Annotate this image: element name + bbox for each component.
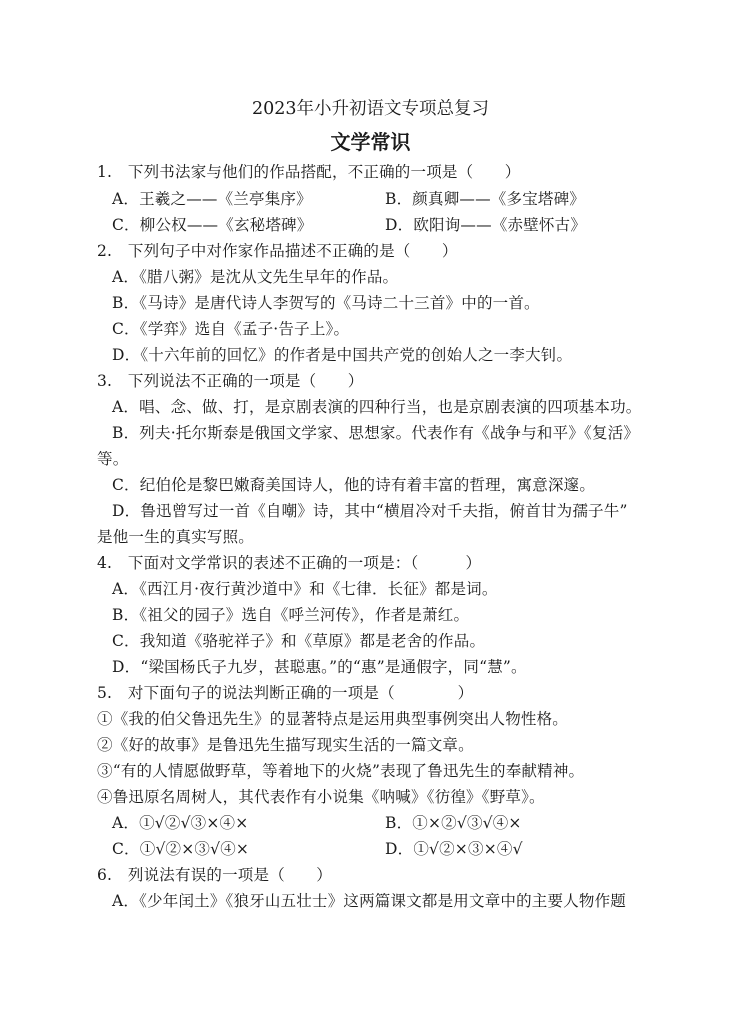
q2-option-c: C．《学弈》选自《孟子·告子上》。 [112, 320, 350, 338]
q5-option-a: A．①√②√③×④× [112, 814, 249, 832]
q3-option-b-cont: 等。 [97, 450, 129, 468]
q6-option-a: A．《少年闰土》《狼牙山五壮士》这两篇课文都是用文章中的主要人物作题 [112, 892, 626, 910]
q5-statement-2: ②《好的故事》是鲁迅先生描写现实生活的一篇文章。 [97, 736, 474, 754]
q2-option-b: B．《马诗》是唐代诗人李贺写的《马诗二十三首》中的一首。 [112, 294, 540, 312]
q3-option-a: A．唱、念、做、打，是京剧表演的四种行当，也是京剧表演的四项基本功。 [112, 398, 642, 416]
question-2: 2. 下列句子中对作家作品描述不正确的是（ ） [97, 242, 458, 260]
q3-option-d-cont: 是他一生的真实写照。 [97, 528, 255, 546]
question-6: 6. 列说法有误的一项是（ ） [97, 866, 332, 884]
q4-option-c: C．我知道《骆驼祥子》和《草原》都是老舍的作品。 [112, 632, 486, 650]
q3-option-c: C．纪伯伦是黎巴嫩裔美国诗人，他的诗有着丰富的哲理，寓意深邃。 [112, 476, 596, 494]
q2-option-a: A．《腊八粥》是沈从文先生早年的作品。 [112, 268, 399, 286]
q4-option-b: B．《祖父的园子》选自《呼兰河传》，作者是萧红。 [112, 606, 470, 624]
q3-option-d: D．鲁迅曾写过一首《自嘲》诗，其中“横眉冷对千夫指，俯首甘为孺子牛” [112, 502, 628, 520]
q5-option-d: D．①√②×③×④√ [385, 840, 523, 858]
q5-option-b: B．①×②√③√④× [385, 814, 522, 832]
document-subtitle: 文学常识 [330, 130, 411, 154]
document-title: 2023年小升初语文专项总复习 [251, 99, 490, 119]
q5-statement-1: ①《我的伯父鲁迅先生》的显著特点是运用典型事例突出人物性格。 [97, 710, 569, 728]
q1-option-d: D．欧阳询——《赤壁怀古》 [385, 216, 587, 234]
q1-option-c: C．柳公权——《玄秘塔碑》 [112, 216, 313, 234]
q4-option-d: D．“梁国杨氏子九岁，甚聪惠。”的“惠”是通假字，同“慧”。 [112, 658, 527, 676]
question-4: 4. 下面对文学常识的表述不正确的一项是：（ ） [97, 554, 482, 572]
q1-option-b: B．颜真卿——《多宝塔碑》 [385, 190, 585, 208]
q5-statement-4: ④鲁迅原名周树人，其代表作有小说集《呐喊》《彷徨》《野草》。 [97, 788, 545, 806]
q3-option-b: B．列夫·托尔斯泰是俄国文学家、思想家。代表作有《战争与和平》《复活》 [112, 424, 640, 442]
q2-option-d: D．《十六年前的回忆》的作者是中国共产党的创始人之一李大钊。 [112, 346, 573, 364]
q5-option-c: C．①√②×③√④× [112, 840, 250, 858]
q1-option-a: A．王羲之——《兰亭集序》 [112, 190, 312, 208]
q4-option-a: A．《西江月·夜行黄沙道中》和《七律．长征》都是词。 [112, 580, 498, 598]
question-5: 5. 对下面句子的说法判断正确的一项是（ ） [97, 684, 474, 702]
question-1: 1. 下列书法家与他们的作品搭配，不正确的一项是（ ） [97, 163, 521, 181]
q5-statement-3: ③“有的人情愿做野草，等着地下的火烧”表现了鲁迅先生的奉献精神。 [97, 762, 585, 780]
question-3: 3. 下列说法不正确的一项是（ ） [97, 372, 364, 390]
